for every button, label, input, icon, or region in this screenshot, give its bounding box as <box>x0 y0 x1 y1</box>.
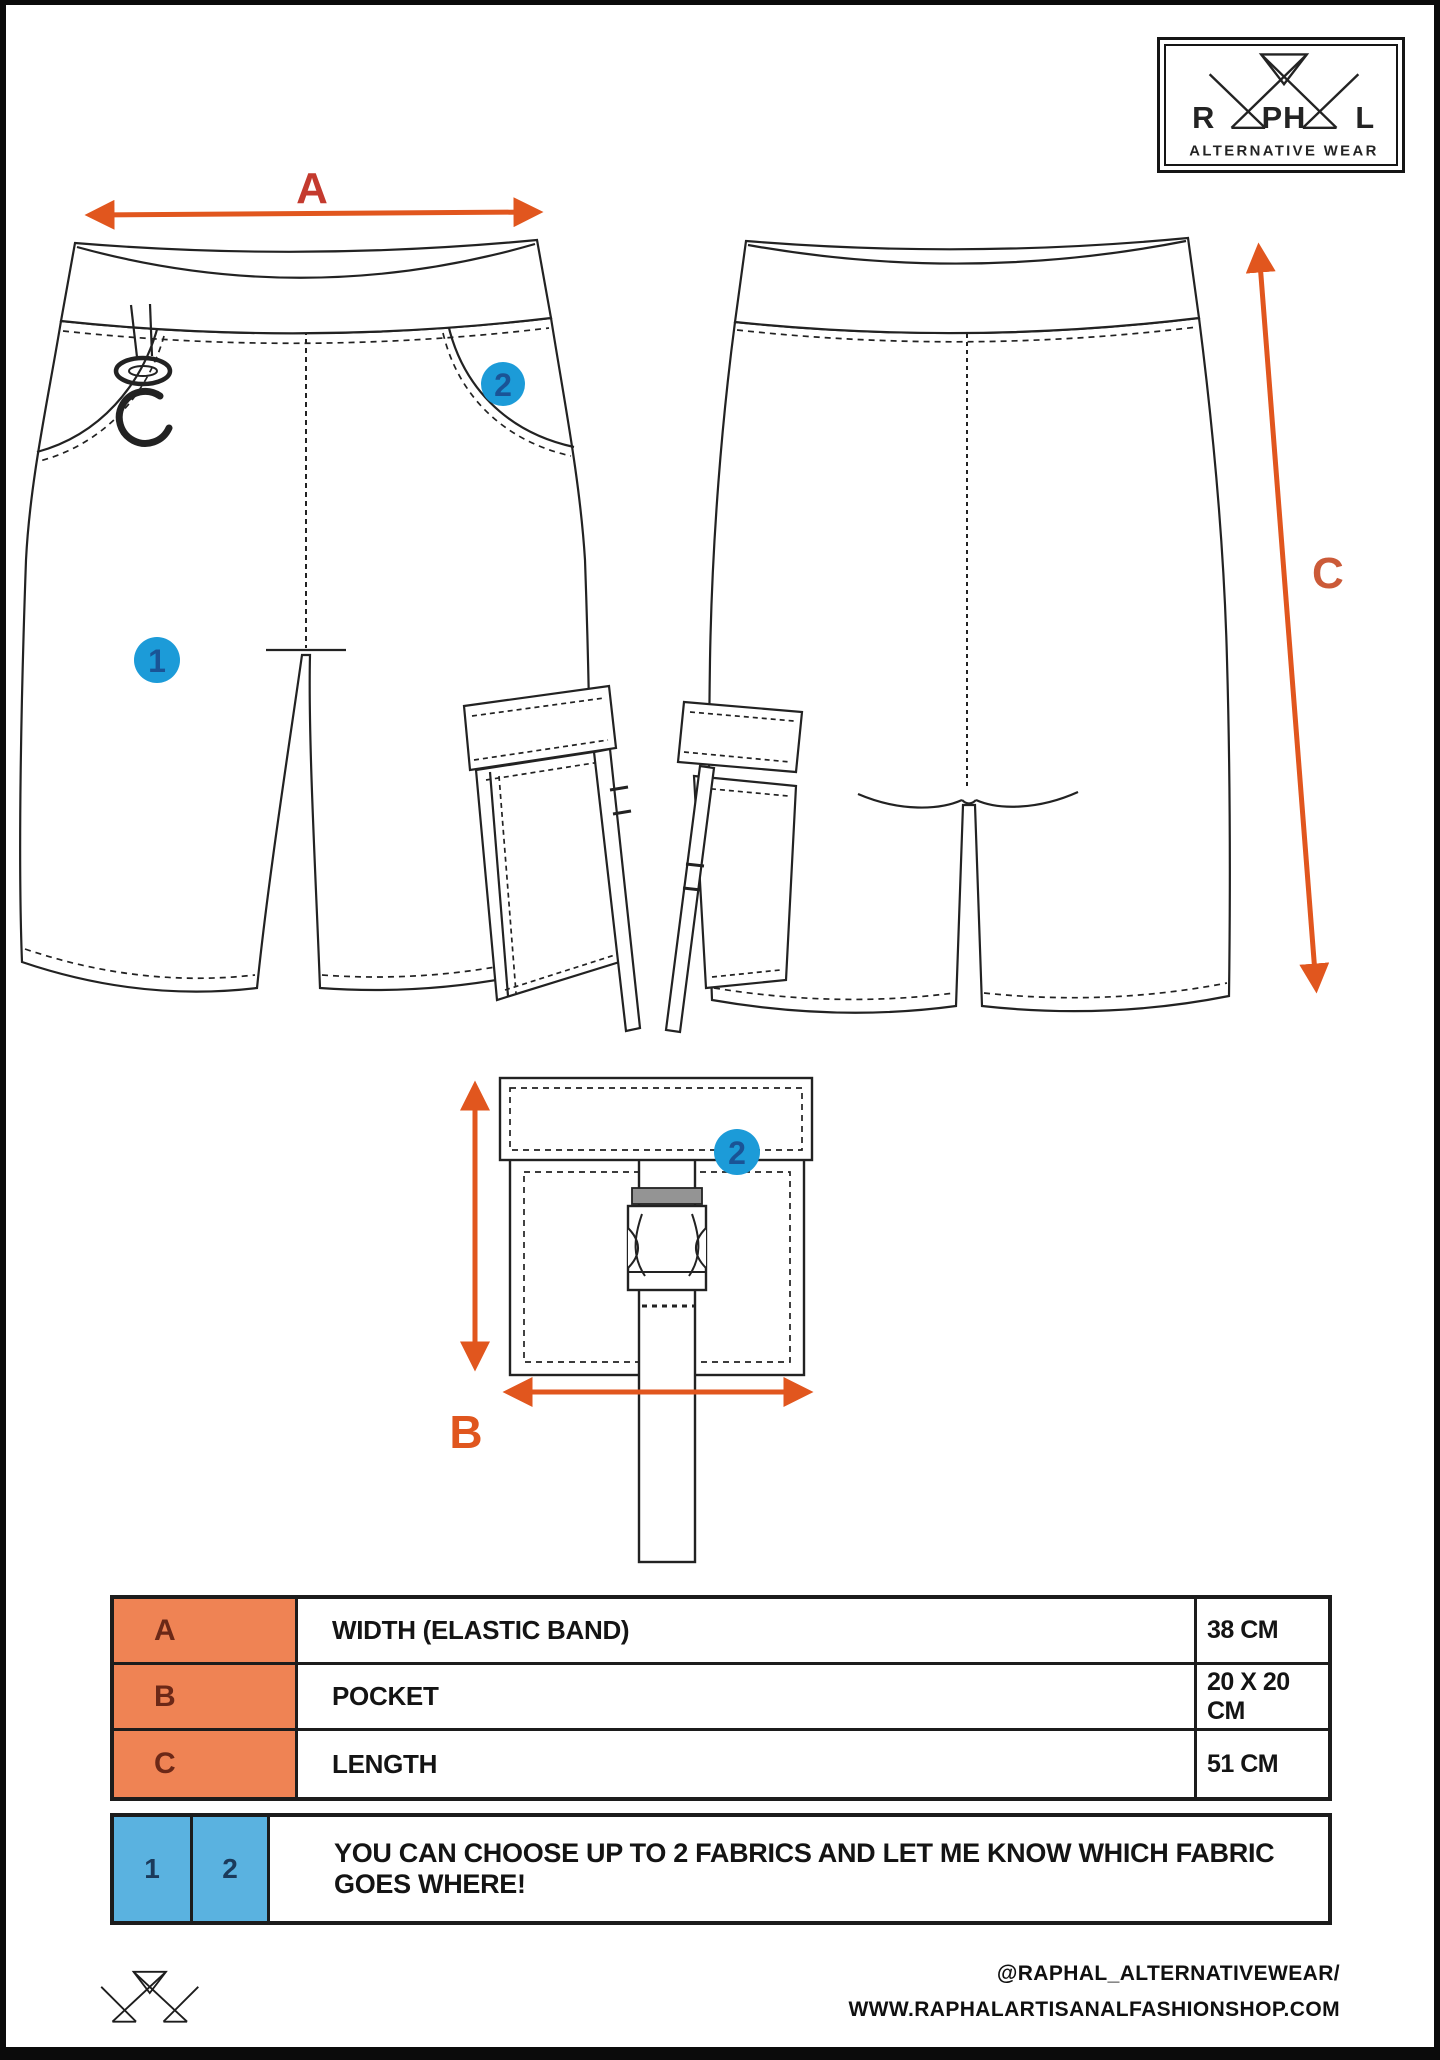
note-text: YOU CAN CHOOSE UP TO 2 FABRICS AND LET ME KNOW WHICH FABRIC GOES WHERE! <box>270 1817 1328 1921</box>
back-view-drawing <box>666 238 1230 1032</box>
logo-word-end: L <box>1355 99 1376 135</box>
note-fabric-2-cell: 2 <box>193 1817 270 1921</box>
measure-label-c: C <box>1312 549 1344 598</box>
buckle-icon <box>628 1188 706 1290</box>
fabric-marker-2-detail <box>714 1129 760 1175</box>
logo-word-start: R <box>1192 99 1216 135</box>
table-desc-b: POCKET <box>298 1665 1197 1731</box>
brand-logo-icon <box>1166 46 1402 168</box>
fabric-marker-1-number: 1 <box>148 643 166 679</box>
measure-arrow-c <box>1259 250 1316 986</box>
pocket-detail-drawing <box>500 1078 812 1562</box>
measure-label-b: B <box>449 1406 483 1458</box>
brand-logo-inner-frame <box>1164 44 1398 166</box>
table-value-c: 51 CM <box>1197 1731 1328 1797</box>
fabric-marker-1 <box>134 637 180 683</box>
front-view-drawing <box>20 240 640 1031</box>
table-key-c: C <box>114 1731 298 1797</box>
brand-logo-box <box>1157 37 1405 173</box>
note-fabric-1-cell: 1 <box>114 1817 193 1921</box>
logo-word-mid: PH <box>1261 99 1307 135</box>
table-desc-a: WIDTH (ELASTIC BAND) <box>298 1599 1197 1665</box>
measure-label-a: A <box>296 164 328 213</box>
fabric-marker-2-front-number: 2 <box>494 367 512 403</box>
fabric-marker-2-front <box>481 362 525 406</box>
fabric-note-block <box>110 1813 1332 1925</box>
logo-subtitle: ALTERNATIVE WEAR <box>1189 143 1379 160</box>
instagram-handle: @RAPHAL_ALTERNATIVEWEAR/ <box>996 1962 1340 1985</box>
brand-mark-icon <box>95 1948 207 2048</box>
measurement-table <box>110 1595 1332 1801</box>
table-key-a: A <box>114 1599 298 1665</box>
table-desc-c: LENGTH <box>298 1731 1197 1797</box>
fabric-marker-2-detail-number: 2 <box>728 1135 746 1171</box>
table-value-b: 20 X 20 CM <box>1197 1665 1328 1731</box>
website-url: WWW.RAPHALARTISANALFASHIONSHOP.COM <box>848 1998 1340 2021</box>
table-key-b: B <box>114 1665 298 1731</box>
table-value-a: 38 CM <box>1197 1599 1328 1665</box>
